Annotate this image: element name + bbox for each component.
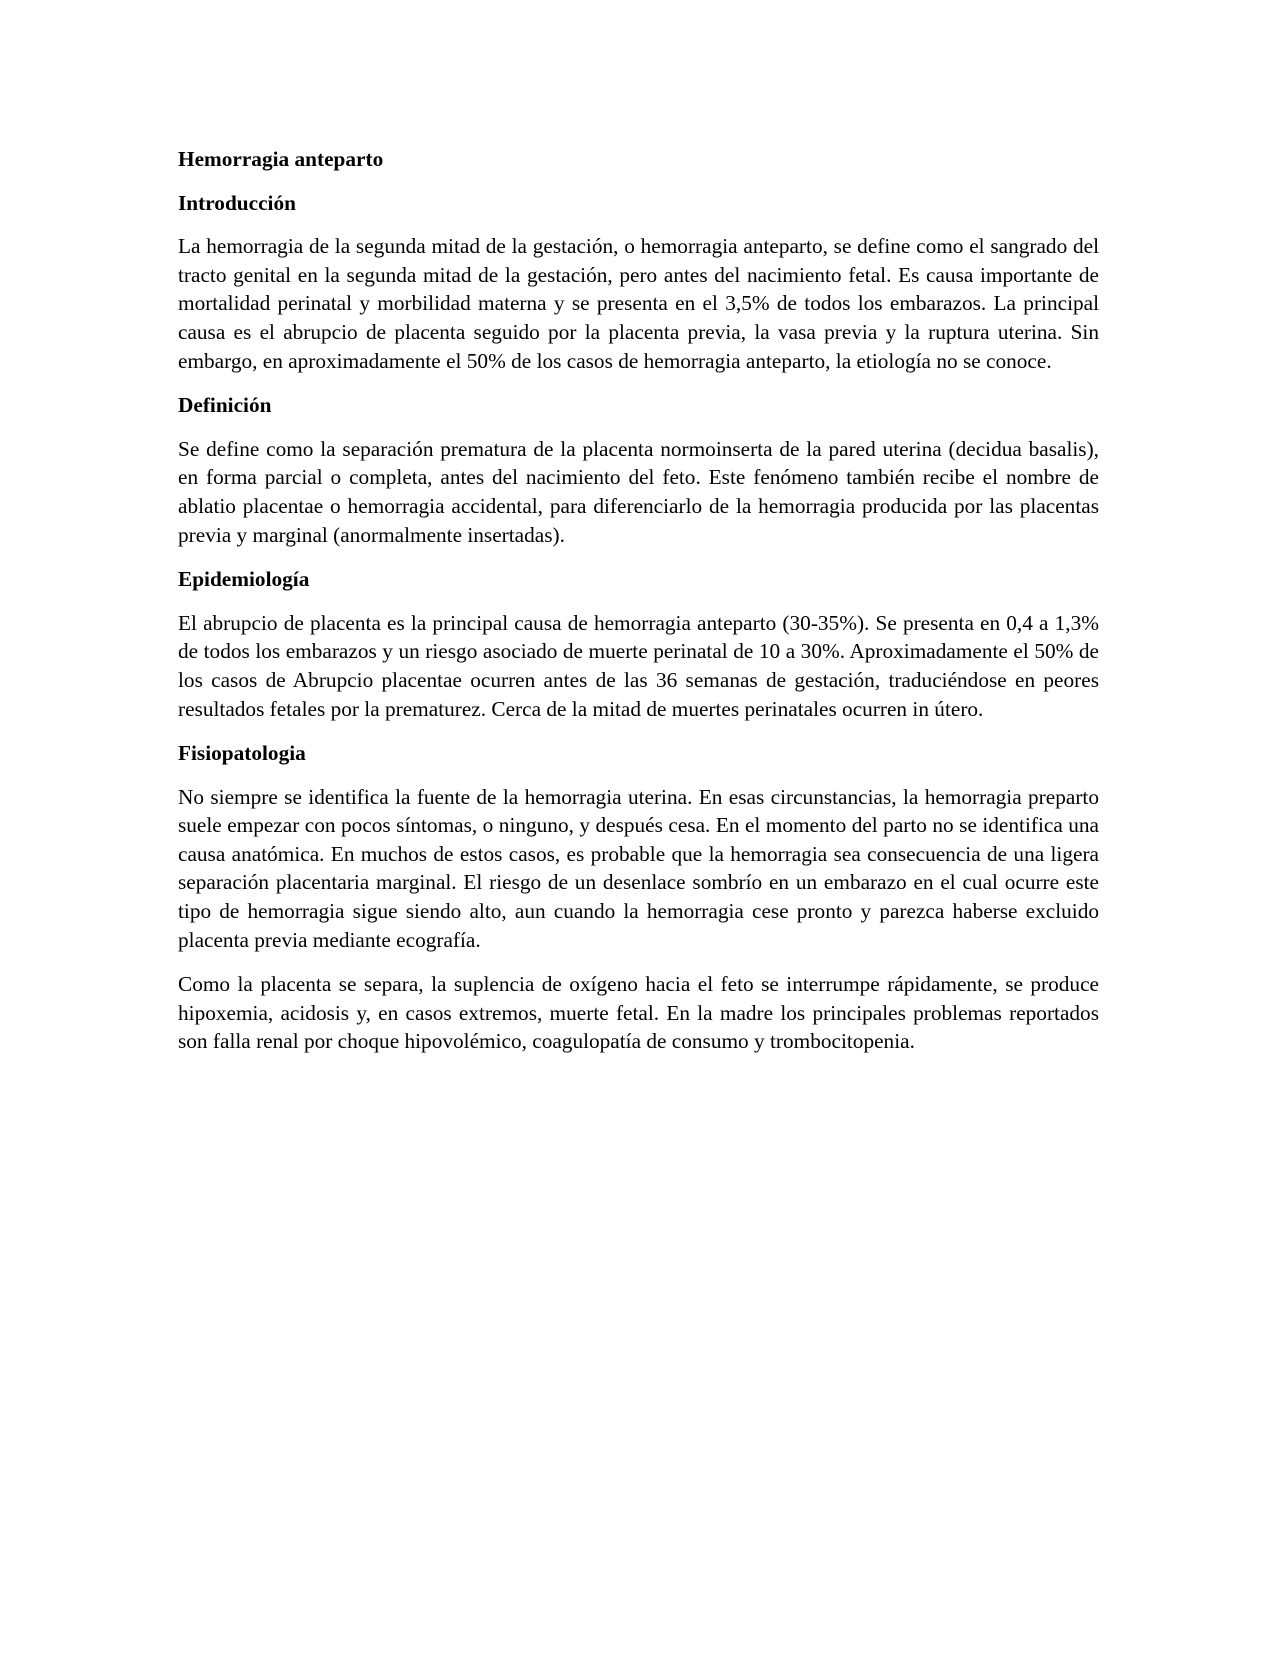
section-paragraph: El abrupcio de placenta es la principal causa de hemorragia anteparto (30-35%). Se presenta en 0,4 a 1,3% de todos los embarazos y un riesgo asociado de muerte perinatal de 10 a 30%. Aproximadamente el 50% de los casos de Abrupcio placentae ocurren antes de las 36 semanas de gestación, traduciéndose en peores resultados fetales por la prematurez. Cerca de la mitad de muertes perinatales ocurren in útero. [178,610,1099,721]
section-heading-introduccion: Introducción [178,190,296,215]
section-heading-fisiopatologia: Fisiopatologia [178,741,306,766]
section-paragraph: No siempre se identifica la fuente de la hemorragia uterina. En esas circunstancias, la hemorragia preparto suele empezar con pocos síntomas, o ninguno, y después cesa. En el momento del parto no se identifica una causa anatómica. En muchos de estos casos, es probable que la hemorragia sea consecuencia de una ligera separación placentaria marginal. El riesgo de un desenlace sombrío en un embarazo en el cual ocurre este tipo de hemorragia sigue siendo alto, aun cuando la hemorragia cese pronto y parezca haberse excluido placenta previa mediante ecografía. [178,784,1099,952]
section-paragraph: La hemorragia de la segunda mitad de la gestación, o hemorragia anteparto, se define como el sangrado del tracto genital en la segunda mitad de la gestación, pero antes del nacimiento fetal. Es causa importante de mortalidad perinatal y morbilidad materna y se presenta en el 3,5% de todos los embarazos. La principal causa es el abrupcio de placenta seguido por la placenta previa, la vasa previa y la ruptura uterina. Sin embargo, en aproximadamente el 50% de los casos de hemorragia anteparto, la etiología no se conoce. [178,234,1099,373]
section-paragraph: Se define como la separación prematura de la placenta normoinserta de la pared uterina (decidua basalis), en forma parcial o completa, antes del nacimiento del feto. Este fenómeno también recibe el nombre de ablatio placentae o hemorragia accidental, para diferenciarlo de la hemorragia producida por las placentas previa y marginal (anormalmente insertadas). [178,436,1099,547]
document-page [178,145,1099,1072]
document-title: Hemorragia anteparto [178,147,384,171]
section-heading-definicion: Definición [178,393,272,418]
section-heading-epidemiologia: Epidemiología [178,567,310,592]
section-paragraph: Como la placenta se separa, la suplencia de oxígeno hacia el feto se interrumpe rápidamente, se produce hipoxemia, acidosis y, en casos extremos, muerte fetal. En la madre los principales problemas reportados son falla renal por choque hipovolémico, coagulopatía de consumo y trombocitopenia. [178,972,1099,1054]
